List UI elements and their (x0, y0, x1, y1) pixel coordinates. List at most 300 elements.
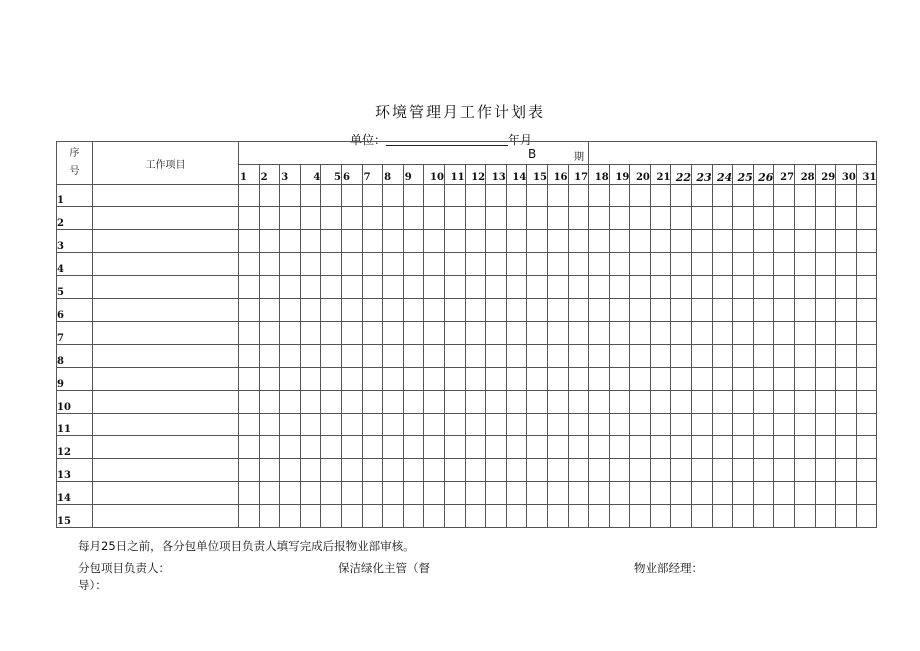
day-cell[interactable] (527, 230, 548, 253)
work-item-cell[interactable] (93, 482, 239, 505)
day-cell[interactable] (362, 230, 383, 253)
day-cell[interactable] (815, 368, 836, 391)
day-cell[interactable] (465, 322, 486, 345)
day-cell[interactable] (527, 322, 548, 345)
day-cell[interactable] (733, 185, 754, 207)
day-cell[interactable] (383, 276, 404, 299)
day-cell[interactable] (383, 207, 404, 230)
day-cell[interactable] (362, 368, 383, 391)
day-cell[interactable] (383, 436, 404, 459)
day-cell[interactable] (547, 482, 568, 505)
day-cell[interactable] (856, 276, 877, 299)
day-cell[interactable] (403, 368, 424, 391)
day-cell[interactable] (836, 436, 857, 459)
day-cell[interactable] (856, 368, 877, 391)
day-cell[interactable] (836, 505, 857, 528)
day-cell[interactable] (486, 185, 507, 207)
day-cell[interactable] (465, 345, 486, 368)
day-cell[interactable] (341, 459, 362, 482)
day-cell[interactable] (692, 207, 713, 230)
day-cell[interactable] (856, 322, 877, 345)
day-cell[interactable] (486, 276, 507, 299)
day-cell[interactable] (568, 391, 589, 414)
day-cell[interactable] (547, 345, 568, 368)
day-cell[interactable] (465, 505, 486, 528)
day-cell[interactable] (547, 459, 568, 482)
day-cell[interactable] (568, 253, 589, 276)
day-cell[interactable] (568, 276, 589, 299)
day-cell[interactable] (733, 345, 754, 368)
day-cell[interactable] (568, 505, 589, 528)
day-cell[interactable] (506, 230, 527, 253)
day-cell[interactable] (795, 299, 816, 322)
day-cell[interactable] (753, 207, 774, 230)
day-cell[interactable] (280, 482, 301, 505)
day-cell[interactable] (733, 482, 754, 505)
day-cell[interactable] (403, 414, 424, 436)
day-cell[interactable] (630, 368, 651, 391)
day-cell[interactable] (424, 322, 445, 345)
day-cell[interactable] (712, 414, 733, 436)
day-cell[interactable] (774, 299, 795, 322)
day-cell[interactable] (692, 391, 713, 414)
day-cell[interactable] (403, 505, 424, 528)
day-cell[interactable] (733, 253, 754, 276)
day-cell[interactable] (630, 482, 651, 505)
day-cell[interactable] (527, 414, 548, 436)
day-cell[interactable] (712, 482, 733, 505)
day-cell[interactable] (568, 185, 589, 207)
day-cell[interactable] (815, 345, 836, 368)
day-cell[interactable] (341, 322, 362, 345)
day-cell[interactable] (280, 322, 301, 345)
day-cell[interactable] (383, 253, 404, 276)
day-cell[interactable] (527, 436, 548, 459)
day-cell[interactable] (692, 368, 713, 391)
day-cell[interactable] (815, 482, 836, 505)
day-cell[interactable] (527, 391, 548, 414)
day-cell[interactable] (239, 276, 260, 299)
day-cell[interactable] (383, 299, 404, 322)
day-cell[interactable] (300, 505, 321, 528)
day-cell[interactable] (383, 482, 404, 505)
day-cell[interactable] (753, 505, 774, 528)
day-cell[interactable] (341, 436, 362, 459)
day-cell[interactable] (321, 207, 342, 230)
day-cell[interactable] (341, 276, 362, 299)
day-cell[interactable] (259, 436, 280, 459)
day-cell[interactable] (671, 230, 692, 253)
day-cell[interactable] (609, 230, 630, 253)
day-cell[interactable] (280, 253, 301, 276)
day-cell[interactable] (239, 459, 260, 482)
day-cell[interactable] (259, 207, 280, 230)
day-cell[interactable] (239, 414, 260, 436)
day-cell[interactable] (465, 253, 486, 276)
day-cell[interactable] (836, 391, 857, 414)
day-cell[interactable] (239, 345, 260, 368)
day-cell[interactable] (692, 230, 713, 253)
day-cell[interactable] (444, 185, 465, 207)
day-cell[interactable] (733, 459, 754, 482)
day-cell[interactable] (609, 482, 630, 505)
day-cell[interactable] (239, 436, 260, 459)
day-cell[interactable] (506, 505, 527, 528)
day-cell[interactable] (795, 207, 816, 230)
day-cell[interactable] (424, 505, 445, 528)
work-item-cell[interactable] (93, 299, 239, 322)
work-item-cell[interactable] (93, 207, 239, 230)
day-cell[interactable] (321, 436, 342, 459)
day-cell[interactable] (424, 207, 445, 230)
day-cell[interactable] (589, 185, 610, 207)
day-cell[interactable] (486, 345, 507, 368)
day-cell[interactable] (589, 391, 610, 414)
day-cell[interactable] (486, 253, 507, 276)
day-cell[interactable] (506, 482, 527, 505)
day-cell[interactable] (527, 185, 548, 207)
day-cell[interactable] (547, 276, 568, 299)
day-cell[interactable] (547, 253, 568, 276)
day-cell[interactable] (712, 368, 733, 391)
day-cell[interactable] (836, 414, 857, 436)
day-cell[interactable] (444, 276, 465, 299)
day-cell[interactable] (403, 459, 424, 482)
day-cell[interactable] (671, 322, 692, 345)
day-cell[interactable] (506, 391, 527, 414)
day-cell[interactable] (362, 414, 383, 436)
day-cell[interactable] (403, 276, 424, 299)
day-cell[interactable] (856, 482, 877, 505)
day-cell[interactable] (733, 391, 754, 414)
day-cell[interactable] (856, 207, 877, 230)
day-cell[interactable] (815, 207, 836, 230)
day-cell[interactable] (712, 185, 733, 207)
day-cell[interactable] (630, 207, 651, 230)
day-cell[interactable] (280, 436, 301, 459)
day-cell[interactable] (815, 299, 836, 322)
day-cell[interactable] (630, 322, 651, 345)
day-cell[interactable] (444, 299, 465, 322)
day-cell[interactable] (424, 253, 445, 276)
day-cell[interactable] (300, 207, 321, 230)
day-cell[interactable] (383, 345, 404, 368)
day-cell[interactable] (424, 185, 445, 207)
day-cell[interactable] (424, 345, 445, 368)
day-cell[interactable] (280, 459, 301, 482)
day-cell[interactable] (795, 253, 816, 276)
day-cell[interactable] (259, 459, 280, 482)
day-cell[interactable] (383, 414, 404, 436)
day-cell[interactable] (465, 414, 486, 436)
day-cell[interactable] (630, 299, 651, 322)
day-cell[interactable] (692, 505, 713, 528)
day-cell[interactable] (753, 345, 774, 368)
day-cell[interactable] (774, 207, 795, 230)
day-cell[interactable] (280, 414, 301, 436)
day-cell[interactable] (836, 276, 857, 299)
day-cell[interactable] (280, 207, 301, 230)
day-cell[interactable] (527, 345, 548, 368)
day-cell[interactable] (650, 185, 671, 207)
day-cell[interactable] (527, 482, 548, 505)
day-cell[interactable] (259, 322, 280, 345)
work-item-cell[interactable] (93, 185, 239, 207)
day-cell[interactable] (239, 505, 260, 528)
day-cell[interactable] (671, 207, 692, 230)
day-cell[interactable] (733, 322, 754, 345)
day-cell[interactable] (486, 482, 507, 505)
day-cell[interactable] (795, 482, 816, 505)
day-cell[interactable] (486, 207, 507, 230)
day-cell[interactable] (609, 505, 630, 528)
day-cell[interactable] (444, 391, 465, 414)
day-cell[interactable] (795, 414, 816, 436)
day-cell[interactable] (341, 391, 362, 414)
day-cell[interactable] (836, 459, 857, 482)
day-cell[interactable] (671, 299, 692, 322)
day-cell[interactable] (630, 414, 651, 436)
day-cell[interactable] (795, 345, 816, 368)
day-cell[interactable] (465, 482, 486, 505)
day-cell[interactable] (403, 391, 424, 414)
day-cell[interactable] (753, 414, 774, 436)
day-cell[interactable] (444, 414, 465, 436)
day-cell[interactable] (753, 436, 774, 459)
day-cell[interactable] (444, 368, 465, 391)
day-cell[interactable] (465, 230, 486, 253)
day-cell[interactable] (341, 185, 362, 207)
day-cell[interactable] (609, 322, 630, 345)
day-cell[interactable] (300, 276, 321, 299)
day-cell[interactable] (795, 185, 816, 207)
day-cell[interactable] (815, 185, 836, 207)
day-cell[interactable] (300, 253, 321, 276)
day-cell[interactable] (692, 253, 713, 276)
day-cell[interactable] (836, 185, 857, 207)
day-cell[interactable] (753, 368, 774, 391)
day-cell[interactable] (341, 505, 362, 528)
day-cell[interactable] (856, 459, 877, 482)
day-cell[interactable] (753, 482, 774, 505)
day-cell[interactable] (815, 276, 836, 299)
day-cell[interactable] (527, 207, 548, 230)
day-cell[interactable] (753, 185, 774, 207)
day-cell[interactable] (506, 368, 527, 391)
day-cell[interactable] (259, 299, 280, 322)
day-cell[interactable] (712, 391, 733, 414)
day-cell[interactable] (300, 299, 321, 322)
day-cell[interactable] (383, 185, 404, 207)
day-cell[interactable] (403, 436, 424, 459)
work-item-cell[interactable] (93, 322, 239, 345)
day-cell[interactable] (321, 253, 342, 276)
day-cell[interactable] (341, 368, 362, 391)
day-cell[interactable] (774, 482, 795, 505)
day-cell[interactable] (795, 436, 816, 459)
work-item-cell[interactable] (93, 414, 239, 436)
day-cell[interactable] (403, 299, 424, 322)
day-cell[interactable] (609, 299, 630, 322)
day-cell[interactable] (362, 391, 383, 414)
day-cell[interactable] (280, 505, 301, 528)
day-cell[interactable] (753, 299, 774, 322)
day-cell[interactable] (815, 391, 836, 414)
day-cell[interactable] (341, 414, 362, 436)
day-cell[interactable] (856, 230, 877, 253)
day-cell[interactable] (774, 414, 795, 436)
day-cell[interactable] (403, 345, 424, 368)
day-cell[interactable] (712, 299, 733, 322)
day-cell[interactable] (341, 230, 362, 253)
work-item-cell[interactable] (93, 436, 239, 459)
day-cell[interactable] (630, 276, 651, 299)
day-cell[interactable] (712, 276, 733, 299)
day-cell[interactable] (589, 368, 610, 391)
day-cell[interactable] (300, 391, 321, 414)
work-item-cell[interactable] (93, 253, 239, 276)
day-cell[interactable] (362, 459, 383, 482)
day-cell[interactable] (341, 253, 362, 276)
day-cell[interactable] (795, 391, 816, 414)
day-cell[interactable] (547, 391, 568, 414)
day-cell[interactable] (444, 322, 465, 345)
day-cell[interactable] (280, 368, 301, 391)
day-cell[interactable] (712, 505, 733, 528)
day-cell[interactable] (383, 505, 404, 528)
day-cell[interactable] (259, 345, 280, 368)
day-cell[interactable] (650, 391, 671, 414)
day-cell[interactable] (506, 185, 527, 207)
day-cell[interactable] (650, 276, 671, 299)
day-cell[interactable] (280, 276, 301, 299)
day-cell[interactable] (692, 459, 713, 482)
day-cell[interactable] (506, 299, 527, 322)
day-cell[interactable] (630, 345, 651, 368)
day-cell[interactable] (300, 459, 321, 482)
day-cell[interactable] (856, 436, 877, 459)
day-cell[interactable] (671, 436, 692, 459)
day-cell[interactable] (321, 322, 342, 345)
work-item-cell[interactable] (93, 230, 239, 253)
work-item-cell[interactable] (93, 459, 239, 482)
day-cell[interactable] (527, 459, 548, 482)
day-cell[interactable] (486, 368, 507, 391)
day-cell[interactable] (321, 368, 342, 391)
day-cell[interactable] (630, 185, 651, 207)
day-cell[interactable] (753, 253, 774, 276)
day-cell[interactable] (259, 253, 280, 276)
day-cell[interactable] (341, 299, 362, 322)
day-cell[interactable] (836, 299, 857, 322)
day-cell[interactable] (774, 253, 795, 276)
day-cell[interactable] (486, 299, 507, 322)
day-cell[interactable] (547, 322, 568, 345)
day-cell[interactable] (630, 253, 651, 276)
day-cell[interactable] (362, 276, 383, 299)
day-cell[interactable] (403, 207, 424, 230)
day-cell[interactable] (609, 345, 630, 368)
day-cell[interactable] (465, 436, 486, 459)
day-cell[interactable] (589, 253, 610, 276)
day-cell[interactable] (836, 345, 857, 368)
day-cell[interactable] (465, 207, 486, 230)
day-cell[interactable] (733, 505, 754, 528)
day-cell[interactable] (774, 185, 795, 207)
day-cell[interactable] (650, 368, 671, 391)
day-cell[interactable] (465, 276, 486, 299)
day-cell[interactable] (836, 253, 857, 276)
day-cell[interactable] (650, 414, 671, 436)
day-cell[interactable] (259, 276, 280, 299)
day-cell[interactable] (547, 414, 568, 436)
day-cell[interactable] (465, 459, 486, 482)
day-cell[interactable] (362, 299, 383, 322)
day-cell[interactable] (547, 505, 568, 528)
day-cell[interactable] (362, 185, 383, 207)
day-cell[interactable] (239, 207, 260, 230)
day-cell[interactable] (444, 253, 465, 276)
day-cell[interactable] (815, 505, 836, 528)
day-cell[interactable] (527, 276, 548, 299)
day-cell[interactable] (321, 505, 342, 528)
day-cell[interactable] (815, 436, 836, 459)
day-cell[interactable] (568, 322, 589, 345)
day-cell[interactable] (341, 345, 362, 368)
day-cell[interactable] (795, 276, 816, 299)
day-cell[interactable] (444, 207, 465, 230)
day-cell[interactable] (362, 345, 383, 368)
day-cell[interactable] (403, 185, 424, 207)
day-cell[interactable] (383, 230, 404, 253)
day-cell[interactable] (568, 459, 589, 482)
day-cell[interactable] (527, 505, 548, 528)
day-cell[interactable] (280, 185, 301, 207)
day-cell[interactable] (341, 207, 362, 230)
day-cell[interactable] (362, 505, 383, 528)
day-cell[interactable] (465, 391, 486, 414)
day-cell[interactable] (589, 436, 610, 459)
day-cell[interactable] (383, 322, 404, 345)
day-cell[interactable] (753, 276, 774, 299)
day-cell[interactable] (239, 230, 260, 253)
day-cell[interactable] (444, 459, 465, 482)
day-cell[interactable] (259, 391, 280, 414)
day-cell[interactable] (300, 322, 321, 345)
day-cell[interactable] (609, 253, 630, 276)
day-cell[interactable] (712, 207, 733, 230)
day-cell[interactable] (259, 414, 280, 436)
day-cell[interactable] (795, 505, 816, 528)
day-cell[interactable] (856, 185, 877, 207)
day-cell[interactable] (424, 299, 445, 322)
day-cell[interactable] (795, 322, 816, 345)
day-cell[interactable] (609, 459, 630, 482)
day-cell[interactable] (753, 459, 774, 482)
day-cell[interactable] (506, 345, 527, 368)
day-cell[interactable] (774, 436, 795, 459)
day-cell[interactable] (733, 207, 754, 230)
work-item-cell[interactable] (93, 345, 239, 368)
day-cell[interactable] (444, 436, 465, 459)
day-cell[interactable] (589, 230, 610, 253)
day-cell[interactable] (650, 207, 671, 230)
day-cell[interactable] (836, 230, 857, 253)
day-cell[interactable] (774, 391, 795, 414)
day-cell[interactable] (547, 230, 568, 253)
day-cell[interactable] (671, 414, 692, 436)
day-cell[interactable] (424, 391, 445, 414)
